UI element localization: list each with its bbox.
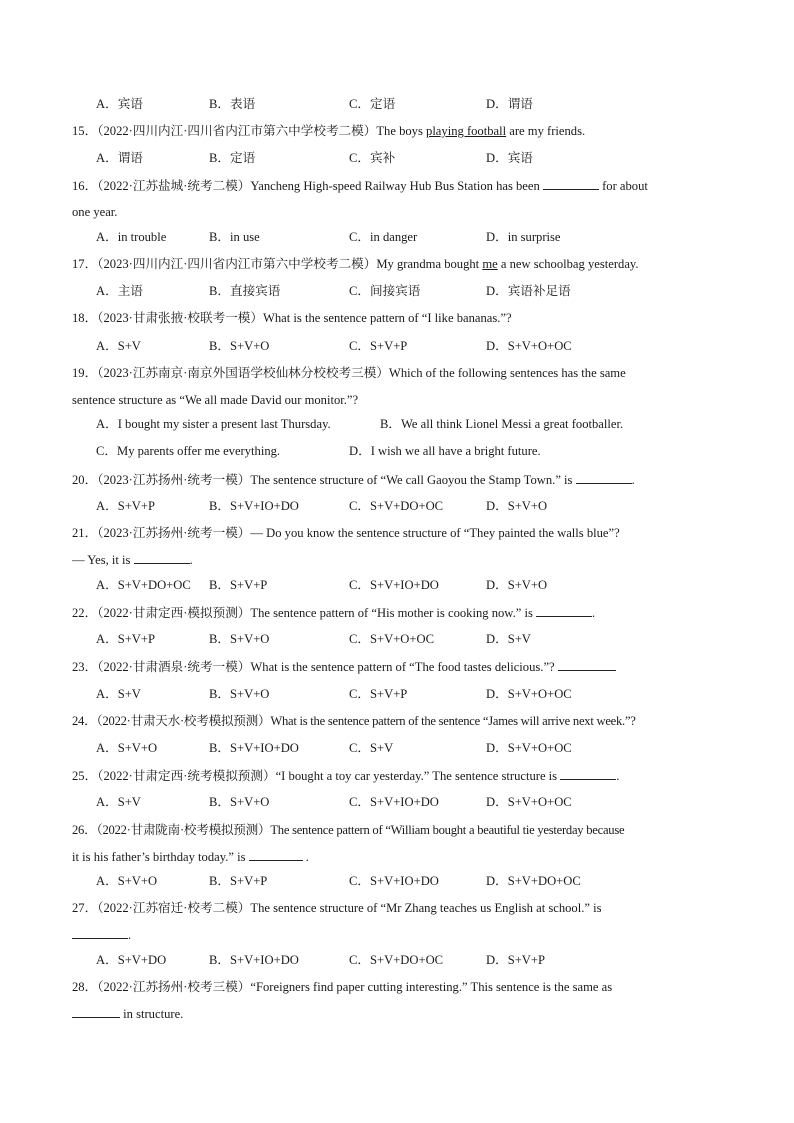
q17-suffix: a new schoolbag yesterday.: [497, 257, 639, 271]
q28-after-blank: in structure.: [120, 1007, 184, 1021]
q21-stem-cont: [72, 551, 193, 568]
q19-option-b: B．We all think Lionel Messi a great footballer.: [380, 417, 624, 431]
q20-option-a: A．S+V+P: [96, 499, 155, 513]
q22-after-blank: .: [592, 606, 596, 620]
q21-option-d: D．S+V+O: [486, 578, 548, 592]
q22-stem: [72, 604, 595, 621]
q19-option-c: C．My parents offer me everything.: [96, 444, 281, 458]
q25-blank: [560, 767, 616, 780]
q16-stem: [72, 177, 648, 194]
q28-stem: 28．（2022·江苏扬州·校考三模）“Foreigners find paper cutting interesting.” This sentence is the same as: [72, 980, 613, 994]
q24-option-d: D．S+V+O+OC: [486, 741, 572, 755]
q25-text: 25．（2022·甘肃定西·统考模拟预测）“I bought a toy car yesterday.” The sentence structure is: [72, 769, 561, 783]
q18-option-c: C．S+V+P: [349, 339, 408, 353]
q24-stem: 24．（2022·甘肃天水·校考模拟预测）What is the sentence pattern of the sentence “James will arrive next week.”?: [72, 714, 636, 728]
q15-option-d: D．宾语: [486, 151, 533, 165]
q21-option-a: A．S+V+DO+OC: [96, 578, 191, 592]
q26-option-b: B．S+V+P: [209, 874, 268, 888]
q27-after-blank: .: [128, 928, 132, 942]
q19-stem-cont: sentence structure as “We all made David our monitor.”?: [72, 393, 359, 407]
q17-prefix: 17．（2023·四川内江·四川省内江市第六中学校考二模）My grandma bought: [72, 257, 483, 271]
q26-stem-cont: [72, 848, 309, 865]
q14-option-b: B．表语: [209, 97, 256, 111]
q25-after-blank: .: [616, 769, 620, 783]
q27-option-c: C．S+V+DO+OC: [349, 953, 444, 967]
q23-option-d: D．S+V+O+OC: [486, 687, 572, 701]
q20-option-c: C．S+V+DO+OC: [349, 499, 444, 513]
q22-option-a: A．S+V+P: [96, 632, 155, 646]
q15-suffix: are my friends.: [506, 124, 586, 138]
q17-stem: [72, 256, 639, 272]
q21-cont-text: — Yes, it is: [72, 553, 134, 567]
q19-stem: 19．（2023·江苏南京·南京外国语学校仙林分校校考三模）Which of the following sentences has the same: [72, 366, 626, 380]
q25-stem: [72, 767, 619, 784]
q15-option-c: C．宾补: [349, 151, 396, 165]
q16-option-a: A．in trouble: [96, 230, 167, 244]
q16-stem-cont: one year.: [72, 205, 118, 219]
q25-option-b: B．S+V+O: [209, 795, 270, 809]
q25-option-a: A．S+V: [96, 795, 141, 809]
q27-blank: [72, 926, 128, 939]
q14-option-d: D．谓语: [486, 97, 533, 111]
q20-option-b: B．S+V+IO+DO: [209, 499, 299, 513]
q23-stem: [72, 658, 616, 675]
q22-option-b: B．S+V+O: [209, 632, 270, 646]
q21-blank: [134, 551, 190, 564]
q24-option-b: B．S+V+IO+DO: [209, 741, 299, 755]
q22-blank: [536, 604, 592, 617]
q26-cont-text: it is his father’s birthday today.” is: [72, 850, 249, 864]
q23-blank: [558, 658, 616, 671]
q21-option-c: C．S+V+IO+DO: [349, 578, 439, 592]
q23-text: 23．（2022·甘肃酒泉·统考一模）What is the sentence pattern of “The food tastes delicious.”?: [72, 660, 558, 674]
q17-option-b: B．直接宾语: [209, 284, 281, 298]
q27-option-b: B．S+V+IO+DO: [209, 953, 299, 967]
q22-text: 22．（2022·甘肃定西·模拟预测）The sentence pattern of “His mother is cooking now.” is: [72, 606, 537, 620]
q25-option-d: D．S+V+O+OC: [486, 795, 572, 809]
q19-option-d: D．I wish we all have a bright future.: [349, 444, 541, 458]
q17-option-c: C．间接宾语: [349, 284, 421, 298]
q16-blank: [543, 177, 599, 190]
q22-option-c: C．S+V+O+OC: [349, 632, 434, 646]
q20-blank: [576, 471, 632, 484]
q22-option-d: D．S+V: [486, 632, 531, 646]
q15-option-b: B．定语: [209, 151, 256, 165]
q18-option-d: D．S+V+O+OC: [486, 339, 572, 353]
q17-option-d: D．宾语补足语: [486, 284, 571, 298]
q26-after-blank: .: [302, 850, 309, 864]
q14-option-a: A．宾语: [96, 97, 143, 111]
q21-after-blank: .: [189, 553, 193, 567]
q28-blank: [72, 1005, 120, 1018]
q19-option-a: A．I bought my sister a present last Thursday.: [96, 417, 331, 431]
q26-option-d: D．S+V+DO+OC: [486, 874, 581, 888]
q25-option-c: C．S+V+IO+DO: [349, 795, 439, 809]
q15-underlined: playing football: [426, 124, 507, 138]
q26-option-a: A．S+V+O: [96, 874, 158, 888]
q15-stem: [72, 123, 585, 139]
q18-option-b: B．S+V+O: [209, 339, 270, 353]
q20-after-blank: .: [631, 473, 635, 487]
q16-option-b: B．in use: [209, 230, 260, 244]
q15-prefix: 15．（2022·四川内江·四川省内江市第六中学校考二模）The boys: [72, 124, 427, 138]
q23-option-c: C．S+V+P: [349, 687, 408, 701]
q18-stem: 18．（2023·甘肃张掖·校联考一模）What is the sentence pattern of “I like bananas.”?: [72, 311, 512, 325]
q26-stem: 26．（2022·甘肃陇南·校考模拟预测）The sentence pattern of “William bought a beautiful tie yesterday because: [72, 823, 625, 837]
q16-after-blank: for about: [598, 179, 648, 193]
q24-option-a: A．S+V+O: [96, 741, 158, 755]
q21-stem: 21．（2023·江苏扬州·统考一模）— Do you know the sentence structure of “They painted the walls blue”?: [72, 526, 620, 540]
q16-option-c: C．in danger: [349, 230, 418, 244]
q26-option-c: C．S+V+IO+DO: [349, 874, 439, 888]
q27-option-a: A．S+V+DO: [96, 953, 167, 967]
q27-option-d: D．S+V+P: [486, 953, 545, 967]
q16-option-d: D．in surprise: [486, 230, 561, 244]
q21-option-b: B．S+V+P: [209, 578, 268, 592]
q28-stem-cont: [72, 1005, 183, 1022]
q20-stem: [72, 471, 635, 488]
q27-stem: 27．（2022·江苏宿迁·校考二模）The sentence structure of “Mr Zhang teaches us English at school.” is: [72, 901, 602, 915]
q18-option-a: A．S+V: [96, 339, 141, 353]
q14-option-c: C．定语: [349, 97, 396, 111]
q27-stem-cont: [72, 926, 131, 943]
q16-text: 16．（2022·江苏盐城·统考二模）Yancheng High-speed Railway Hub Bus Station has been: [72, 179, 543, 193]
q17-option-a: A．主语: [96, 284, 143, 298]
q26-blank: [249, 848, 303, 861]
q24-option-c: C．S+V: [349, 741, 394, 755]
q20-option-d: D．S+V+O: [486, 499, 548, 513]
q17-underlined: me: [482, 257, 498, 271]
q15-option-a: A．谓语: [96, 151, 143, 165]
q23-option-a: A．S+V: [96, 687, 141, 701]
q20-text: 20．（2023·江苏扬州·统考一模）The sentence structure of “We call Gaoyou the Stamp Town.” is: [72, 473, 576, 487]
q23-option-b: B．S+V+O: [209, 687, 270, 701]
